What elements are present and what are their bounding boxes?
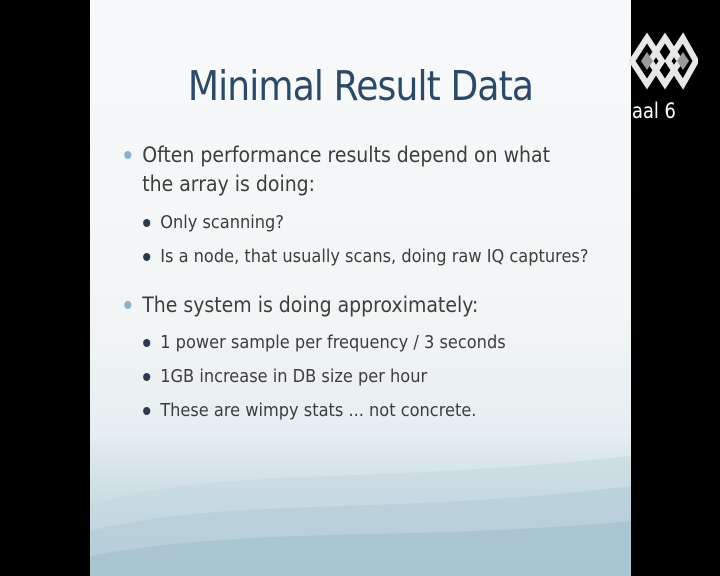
bullet-level1 [90, 291, 565, 320]
bullet-dot-icon [143, 407, 150, 415]
bullet-text: The system is doing approximately: [142, 293, 479, 317]
bullet-dot-icon [143, 339, 150, 347]
bullet-dot-icon [124, 151, 131, 159]
bullet-text: 1 power sample per frequency / 3 seconds [160, 332, 506, 353]
bullet-section-2 [90, 291, 631, 428]
bullet-dot-icon [143, 219, 150, 227]
bullet-section-1 [90, 141, 631, 274]
bullet-level2 [90, 394, 577, 428]
bullet-text: 1GB increase in DB size per hour [160, 366, 428, 387]
bullet-level2 [90, 206, 577, 240]
slide-title: Minimal Result Data [187, 62, 534, 110]
bullet-dot-icon [124, 301, 131, 309]
bullet-text: Is a node, that usually scans, doing raw IQ captures? [160, 246, 589, 267]
conference-logo-icon [628, 30, 698, 92]
bullet-level2 [90, 360, 577, 394]
bullet-level2 [90, 240, 589, 274]
bullet-text: These are wimpy stats ... not concrete. [160, 400, 477, 421]
bullet-text: Often performance results depend on what the array is doing: [142, 143, 551, 196]
slide-wave-decoration [90, 446, 631, 576]
room-label: aal 6 [632, 99, 676, 123]
bullet-level2 [90, 326, 577, 360]
bullet-dot-icon [143, 373, 150, 381]
bullet-text: Only scanning? [160, 212, 284, 233]
presentation-slide [90, 0, 631, 576]
bullet-level1 [90, 141, 565, 199]
bullet-dot-icon [143, 253, 150, 261]
